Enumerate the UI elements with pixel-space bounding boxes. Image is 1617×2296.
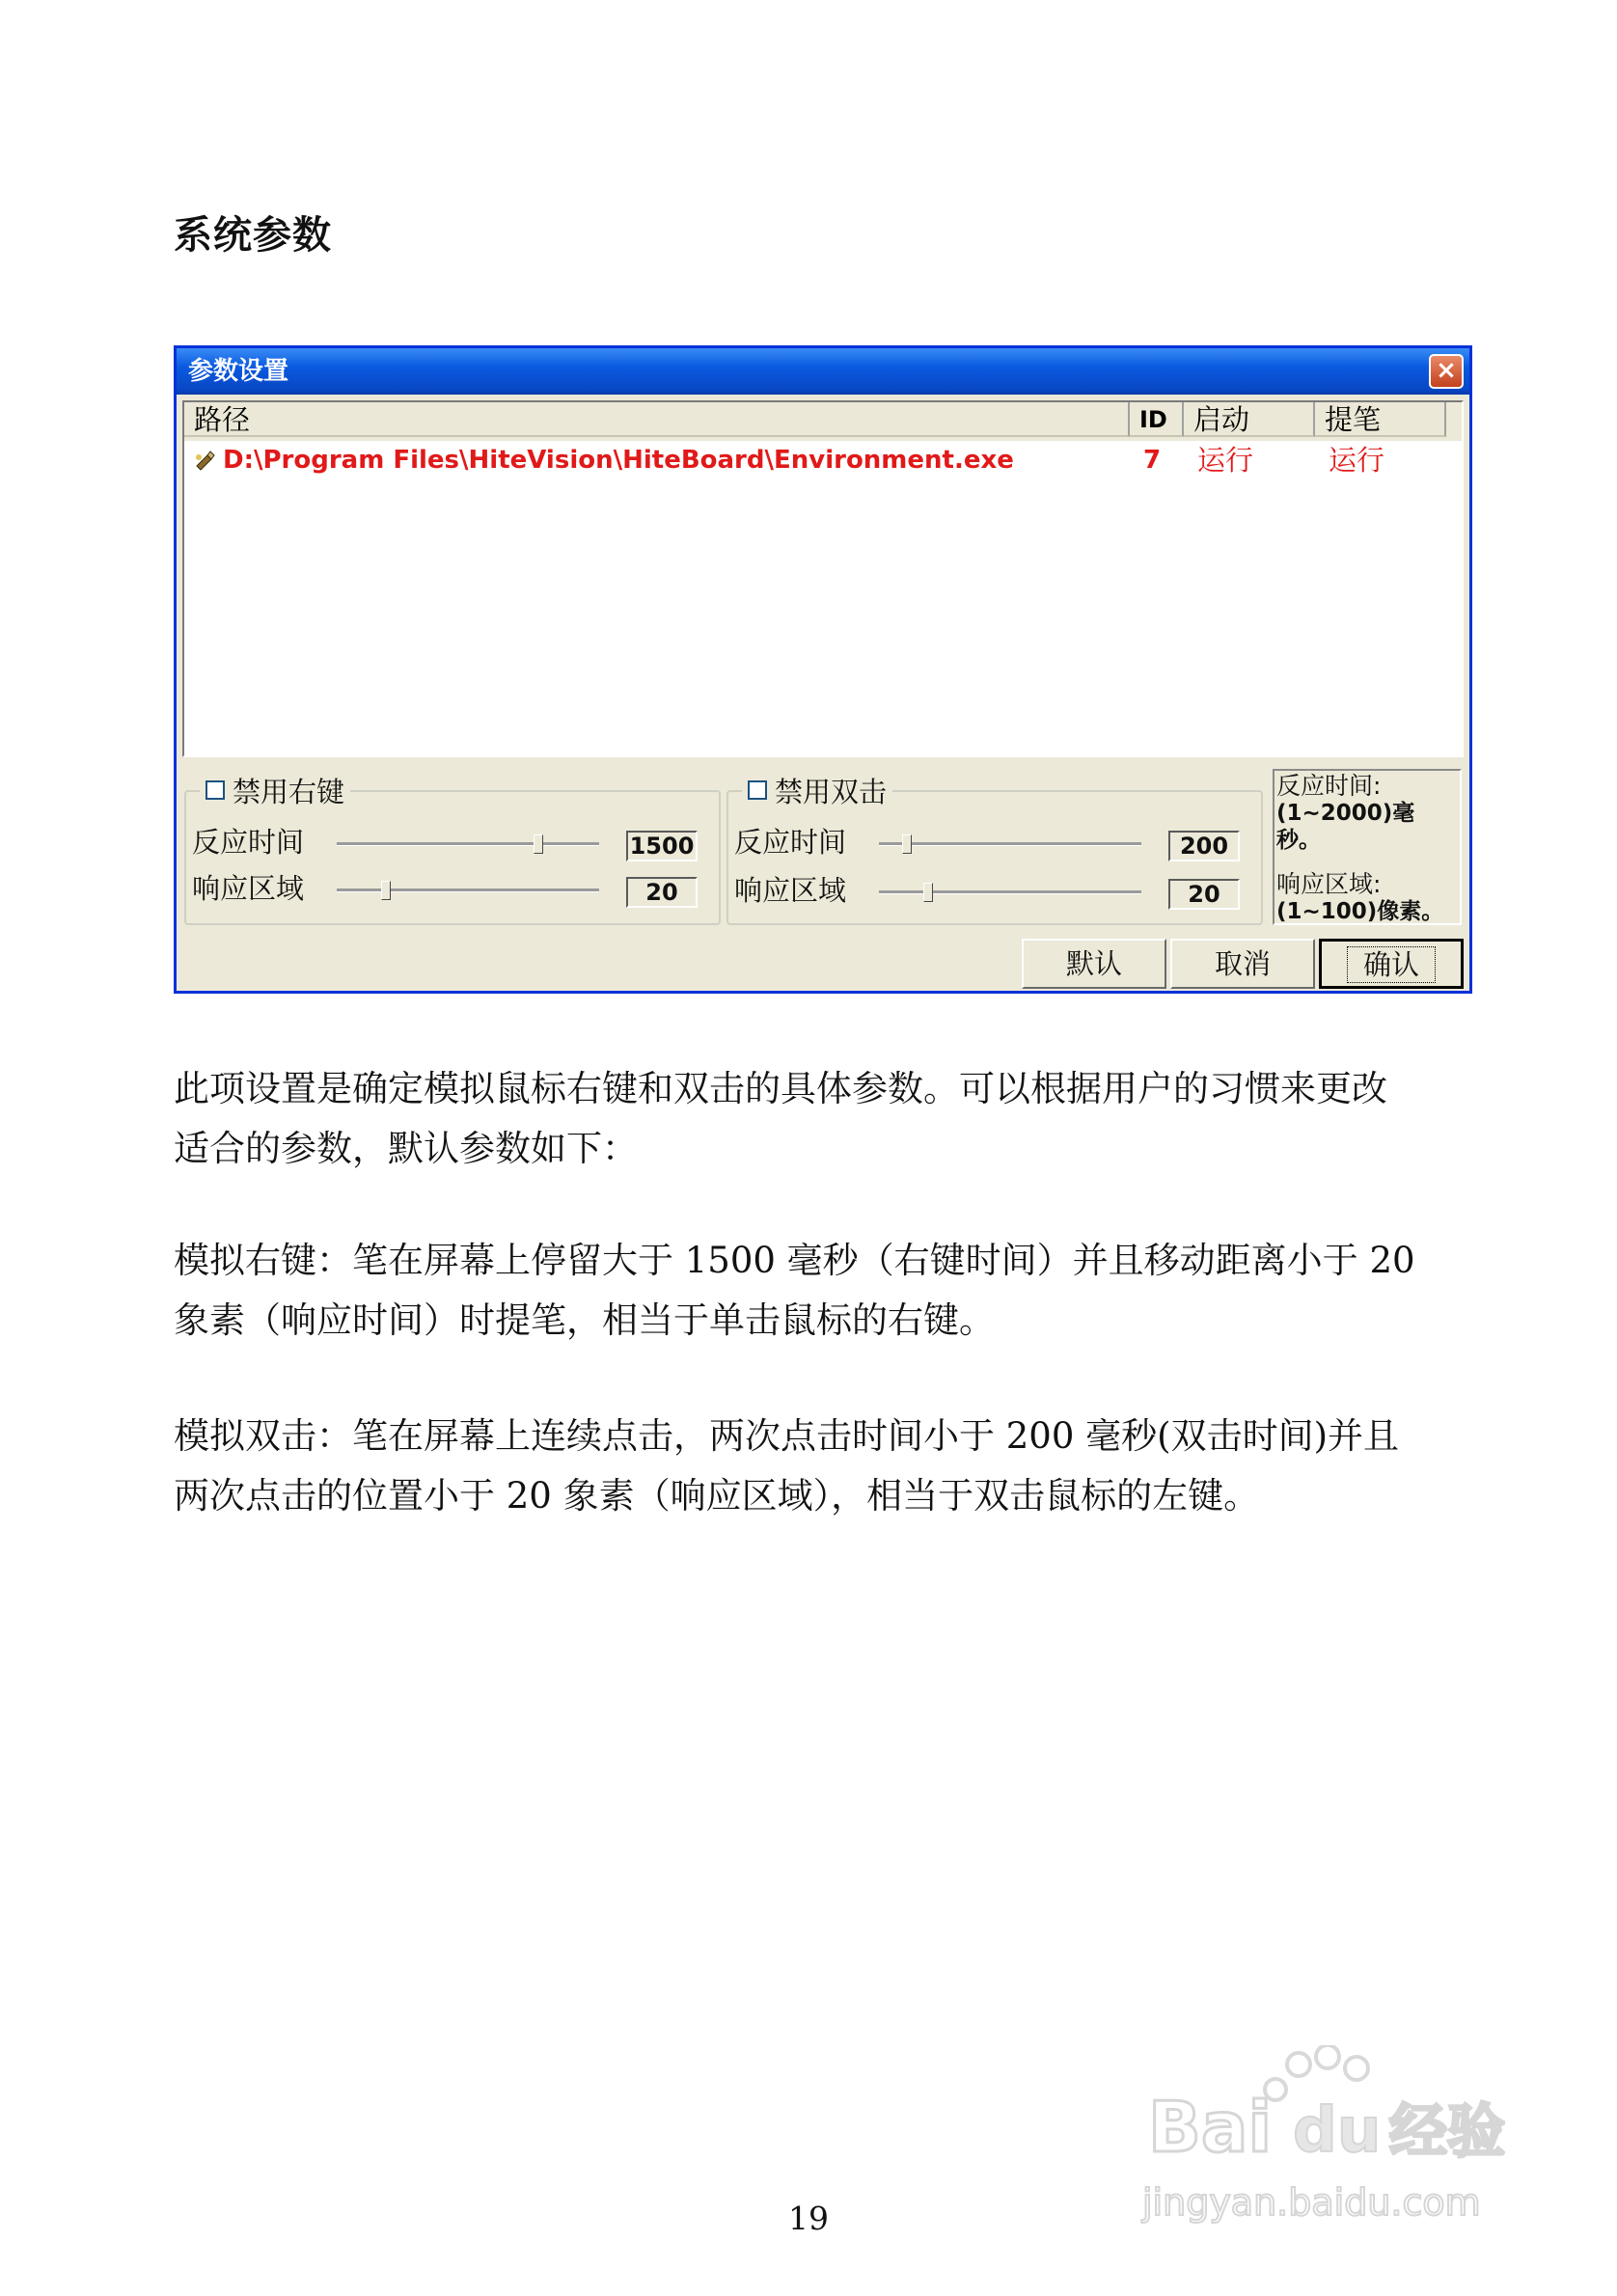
column-header-path[interactable]: 路径	[184, 402, 1130, 437]
row-start: 运行	[1197, 444, 1254, 477]
intro-line-2: 适合的参数，默认参数如下：	[174, 1128, 638, 1169]
section-heading: 系统参数	[174, 213, 332, 258]
right-click-paragraph	[174, 1231, 1471, 1351]
info-panel	[1273, 769, 1462, 925]
right-response-time-thumb[interactable]	[534, 834, 543, 854]
svg-text:经验: 经验	[1389, 2098, 1505, 2166]
program-icon	[194, 449, 217, 472]
ok-button[interactable]	[1319, 939, 1464, 989]
program-list[interactable]	[182, 400, 1464, 757]
row-id: 7	[1143, 446, 1162, 475]
double-response-area-value[interactable]: 20	[1168, 879, 1240, 910]
right-response-time-label: 反应时间	[192, 826, 305, 859]
dialog-title: 参数设置	[188, 357, 289, 386]
settings-dialog	[174, 345, 1472, 994]
double-response-time-label: 反应时间	[734, 826, 847, 859]
page-number: 19	[788, 2200, 829, 2237]
double-click-line-1: 模拟双击：笔在屏幕上连续点击，两次点击时间小于 200 毫秒(双击时间)并且	[174, 1415, 1400, 1457]
double-response-time-value[interactable]: 200	[1168, 831, 1240, 861]
double-response-time-slider[interactable]	[879, 842, 1141, 846]
right-click-line-1: 模拟右键：笔在屏幕上停留大于 1500 毫秒（右键时间）并且移动距离小于 20	[174, 1240, 1415, 1281]
row-pen-up: 运行	[1329, 444, 1385, 477]
info-area-range: (1~100)像素。	[1276, 899, 1444, 924]
disable-right-click-checkbox[interactable]	[206, 780, 225, 800]
list-header	[184, 402, 1462, 441]
svg-text:du: du	[1293, 2095, 1382, 2167]
close-button[interactable]: ×	[1429, 354, 1464, 389]
disable-double-click-checkbox[interactable]	[748, 780, 767, 800]
disable-right-click-label: 禁用右键	[233, 775, 345, 808]
default-button[interactable]: 默认	[1022, 939, 1166, 989]
double-response-area-thumb[interactable]	[923, 883, 933, 902]
intro-line-1: 此项设置是确定模拟鼠标右键和双击的具体参数。可以根据用户的习惯来更改	[174, 1068, 1387, 1109]
double-response-area-label: 响应区域	[734, 874, 847, 907]
svg-text:Bai: Bai	[1148, 2087, 1273, 2168]
right-response-area-thumb[interactable]	[381, 881, 391, 900]
disable-double-click-label: 禁用双击	[775, 775, 888, 808]
right-response-time-value[interactable]: 1500	[626, 831, 698, 861]
right-click-group	[184, 775, 721, 925]
svg-text:jingyan.baidu.com: jingyan.baidu.com	[1142, 2181, 1481, 2224]
double-response-time-thumb[interactable]	[902, 834, 912, 854]
column-header-start[interactable]: 启动	[1184, 402, 1315, 437]
double-click-paragraph	[174, 1407, 1471, 1526]
cancel-button[interactable]: 取消	[1170, 939, 1315, 989]
right-response-time-slider[interactable]	[337, 842, 599, 846]
double-click-line-2: 两次点击的位置小于 20 象素（响应区域），相当于双击鼠标的左键。	[174, 1475, 1260, 1517]
right-response-area-label: 响应区域	[192, 872, 305, 905]
disable-right-click[interactable]	[200, 773, 350, 807]
info-area-label: 响应区域:	[1276, 870, 1382, 898]
double-response-area-slider[interactable]	[879, 890, 1141, 894]
list-item[interactable]	[184, 443, 1462, 478]
intro-paragraph	[174, 1059, 1471, 1179]
right-click-line-2: 象素（响应时间）时提笔，相当于单击鼠标的右键。	[174, 1299, 995, 1341]
right-response-area-slider[interactable]	[337, 888, 599, 892]
row-path: D:\Program Files\HiteVision\HiteBoard\Environment.exe	[223, 446, 1014, 475]
info-time-label: 反应时间:	[1276, 772, 1382, 800]
double-click-group	[726, 775, 1263, 925]
ok-button-label: 确认	[1347, 946, 1436, 983]
right-response-area-value[interactable]: 20	[626, 877, 698, 908]
column-header-id[interactable]: ID	[1130, 402, 1184, 437]
column-header-pen-up[interactable]: 提笔	[1315, 402, 1446, 437]
info-time-range: (1~2000)毫秒。	[1276, 801, 1415, 853]
dialog-titlebar[interactable]	[177, 348, 1469, 395]
baidu-watermark-logo	[1138, 2045, 1544, 2238]
disable-double-click[interactable]	[742, 773, 892, 807]
